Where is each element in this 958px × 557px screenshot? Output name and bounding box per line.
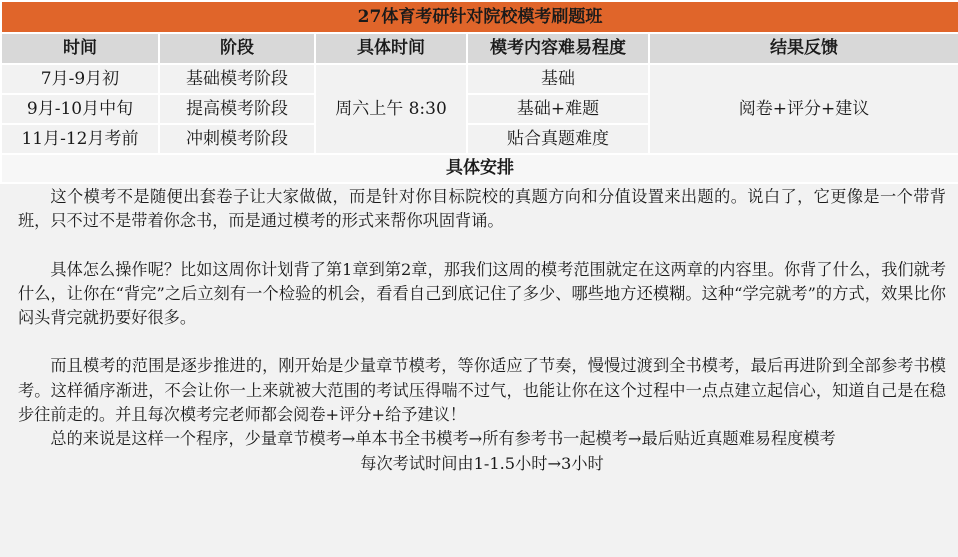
table-row — [1, 64, 958, 94]
feedback-cell: 阅卷+评分+建议 — [649, 64, 958, 154]
header-time: 时间 — [1, 33, 159, 64]
stage-cell: 提高模考阶段 — [159, 94, 315, 124]
paragraph-method: 具体怎么操作呢？比如这周你计划背了第1章到第2章，那我们这周的模考范围就定在这两章的内容里。你背了什么，我们就考什么，让你在“背完”之后立刻有一个检验的机会，看看自己到底记住了多少、哪些地方还模糊。这种“学完就考”的方式，效果比你闷头背完就扔要好很多。 — [18, 259, 946, 328]
stage-cell: 基础模考阶段 — [159, 64, 315, 94]
difficulty-cell: 基础+难题 — [467, 94, 649, 124]
header-stage: 阶段 — [159, 33, 315, 64]
difficulty-cell: 基础 — [467, 64, 649, 94]
paragraph-duration: 每次考试时间由1-1.5小时→3小时 — [360, 453, 604, 473]
header-specific-time: 具体时间 — [315, 33, 467, 64]
section-title: 具体安排 — [1, 154, 958, 183]
time-cell: 7月-9月初 — [1, 64, 159, 94]
paragraph-summary: 总的来说是这样一个程序，少量章节模考→单本书全书模考→所有参考书一起模考→最后贴近真题难易程度模考 — [50, 429, 836, 449]
difficulty-cell: 贴合真题难度 — [467, 124, 649, 154]
specific-time-cell: 周六上午 8:30 — [315, 64, 467, 154]
paragraph-progression: 而且模考的范围是逐步推进的，刚开始是少量章节模考，等你适应了节奏，慢慢过渡到全书模考，最后再进阶到全部参考书模考。这样循序渐进，不会让你一上来就被大范围的考试压得喘不过气，也能让你在这个过程中一点点建立起信心，知道自己是在稳步往前走的。并且每次模考完老师都会阅卷+评分+给予建议！ — [18, 356, 946, 425]
stage-cell: 冲刺模考阶段 — [159, 124, 315, 154]
time-cell: 11月-12月考前 — [1, 124, 159, 154]
time-cell: 9月-10月中旬 — [1, 94, 159, 124]
header-difficulty: 模考内容难易程度 — [467, 33, 649, 64]
schedule-table — [0, 0, 958, 184]
paragraph-intro: 这个模考不是随便出套卷子让大家做做，而是针对你目标院校的真题方向和分值设置来出题的。说白了，它更像是一个带背班，只不过不是带着你念书，而是通过模考的形式来帮你巩固背诵。 — [18, 187, 946, 231]
header-row — [1, 33, 958, 64]
header-feedback: 结果反馈 — [649, 33, 958, 64]
table-title: 27体育考研针对院校模考刷题班 — [1, 1, 958, 33]
arrangement-body — [18, 185, 946, 476]
